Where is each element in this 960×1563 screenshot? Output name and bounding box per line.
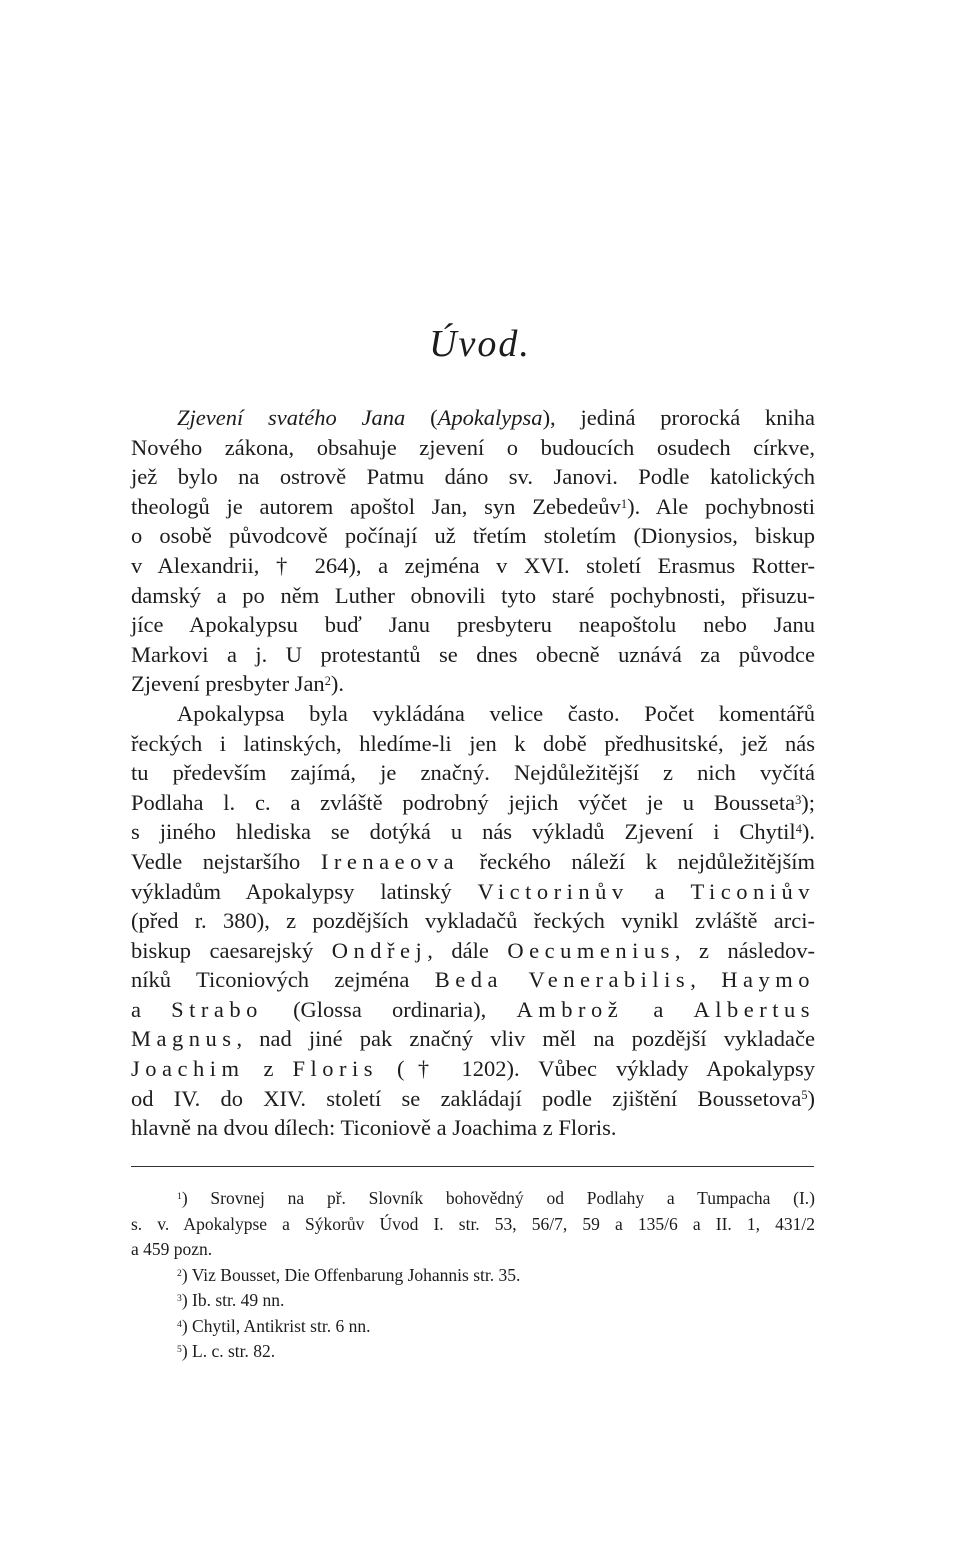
body-line-14: Podlaha l. c. a zvláště podrobný jejich výčet je u Bousseta$^3$); [131,789,815,815]
body-text [131,403,815,1143]
footnote-line-3: a 459 pozn. [131,1239,213,1259]
body-line-10: Zjevení presbyter Jan$^2$). [131,671,344,697]
body-line-1: Zjevení svatého Jana (Apokalypsa), jediná prorocká kniha [177,405,815,430]
footnote-line-5: $^3$) Ib. str. 49 nn. [177,1290,285,1310]
body-line-17: výkladům Apokalypsy latinský Victorinův a Ticoniův [131,878,815,904]
body-line-25: hlavně na dvou dílech: Ticoniově a Joachima z Floris. [131,1115,617,1141]
body-line-12: řeckých i latinských, hledíme-li jen k době předhusitské, jež nás [131,730,815,756]
body-line-13: tu především zajímá, je značný. Nejdůležitější z nich vyčítá [131,760,815,786]
body-line-9: Markovi a j. U protestantů se dnes obecně uznává za původce [131,641,815,667]
footnote-separator [131,1166,814,1167]
body-line-3: jež bylo na ostrově Patmu dáno sv. Janovi. Podle katolických [131,464,815,490]
chapter-title: Úvod. [429,323,531,365]
body-line-8: jíce Apokalypsu buď Janu presbyteru neapoštolu nebo Janu [131,612,815,638]
body-line-20: níků Ticoniových zejména Beda Venerabilis, Haymo [131,967,815,993]
body-line-24: od IV. do XIV. století se zakládají podle zjištění Boussetova$^5$) [131,1085,815,1111]
body-line-6: v Alexandrii, † 264), a zejména v XVI. století Erasmus Rotter- [131,552,815,578]
body-line-4: theologů je autorem apoštol Jan, syn Zebedeův$^1$). Ale pochybnosti [131,493,815,519]
body-line-5: o osobě původcově počínají už třetím stoletím (Dionysios, biskup [131,523,815,549]
body-line-7: damský a po něm Luther obnovili tyto staré pochybnosti, přisuzu- [131,582,815,608]
body-line-22: Magnus, nad jiné pak značný vliv měl na pozdější vykladače [131,1026,815,1052]
body-line-2: Nového zákona, obsahuje zjevení o budoucích osudech církve, [131,434,815,460]
footnote-line-4: $^2$) Viz Bousset, Die Offenbarung Johannis str. 35. [177,1264,521,1285]
body-line-23: Joachim z Floris († 1202). Vůbec výklady Apokalypsy [131,1056,815,1082]
body-line-15: s jiného hlediska se dotýká u nás výkladů Zjevení i Chytil$^4$). [131,819,815,845]
body-line-18: (před r. 380), z pozdějších vykladačů řeckých vynikl zvláště arci- [131,908,815,934]
body-line-11: Apokalypsa byla vykládána velice často. Počet komentářů [177,700,815,726]
footnotes [131,1186,815,1365]
body-line-21: a Strabo (Glossa ordinaria), Ambrož a Albertus [131,996,815,1022]
footnote-line-7: $^5$) L. c. str. 82. [177,1341,276,1361]
body-line-16: Vedle nejstaršího Irenaeova řeckého náleží k nejdůležitějším [131,848,815,874]
body-line-19: biskup caesarejský Ondřej, dále Oecumenius, z následov- [131,937,815,963]
footnote-line-1: $^1$) Srovnej na př. Slovník bohovědný od Podlahy a Tumpacha (I.) [177,1188,815,1208]
footnote-line-2: s. v. Apokalypse a Sýkorův Úvod I. str. 53, 56/7, 59 a 135/6 a II. 1, 431/2 [131,1213,815,1234]
footnote-line-6: $^4$) Chytil, Antikrist str. 6 nn. [177,1315,371,1336]
